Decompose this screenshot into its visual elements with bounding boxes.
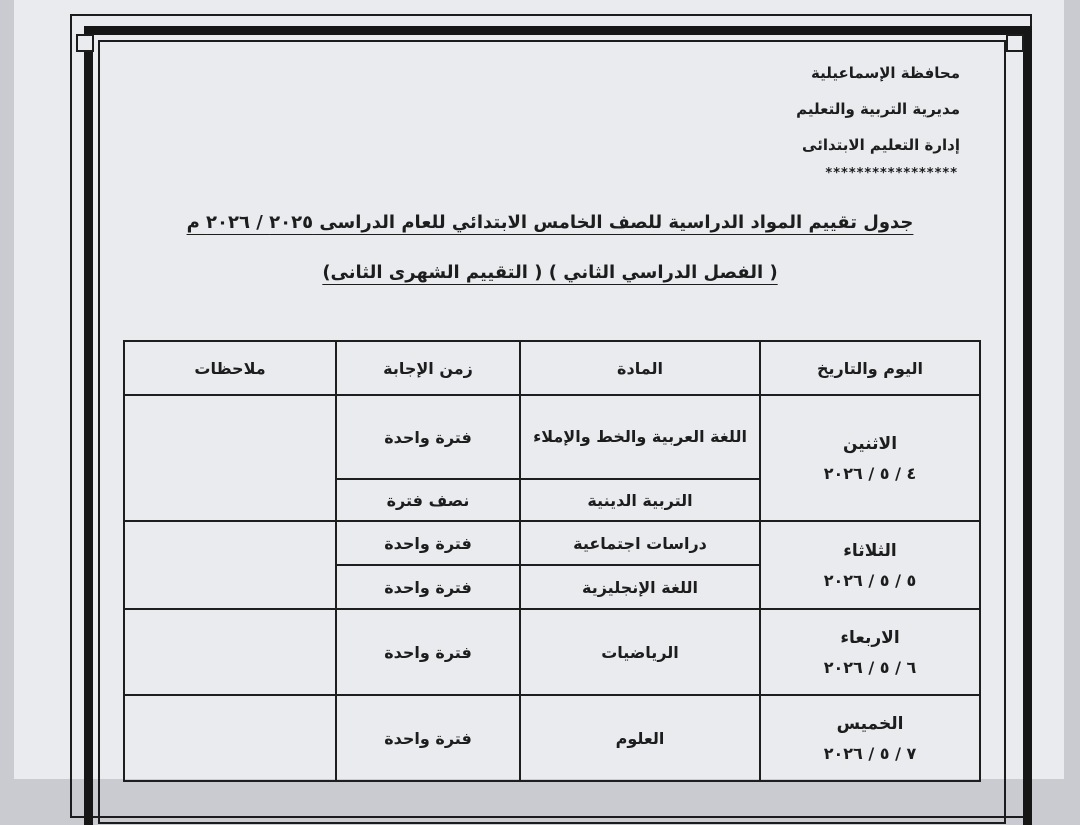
border-corner-ornament: [76, 34, 94, 52]
day-name: الخميس: [836, 713, 904, 734]
notes-cell: [124, 521, 336, 609]
day-cell: [760, 695, 980, 781]
day-name: الاثنين: [842, 433, 898, 454]
day-date: ٥ / ٥ / ٢٠٢٦: [823, 570, 917, 590]
answer-time-cell: فترة واحدة: [336, 695, 520, 781]
header-notes: ملاحظات: [124, 341, 336, 395]
subject-cell: العلوم: [520, 695, 760, 781]
day-date: ٦ / ٥ / ٢٠٢٦: [823, 657, 917, 677]
header-subject: المادة: [520, 341, 760, 395]
table-row: [124, 521, 980, 565]
day-cell: [760, 395, 980, 521]
administration-name: إدارة التعليم الابتدائى: [802, 136, 960, 154]
subject-cell: دراسات اجتماعية: [520, 521, 760, 565]
subject-cell: اللغة الإنجليزية: [520, 565, 760, 609]
document-subtitle: ( الفصل الدراسي الثاني ) ( التقييم الشهرى الثانى): [322, 262, 778, 283]
answer-time-cell: فترة واحدة: [336, 521, 520, 565]
day-name: الاربعاء: [840, 627, 900, 648]
header-answer-time: زمن الإجابة: [336, 341, 520, 395]
header-day-date: اليوم والتاريخ: [760, 341, 980, 395]
table-row: [124, 609, 980, 695]
answer-time-cell: فترة واحدة: [336, 565, 520, 609]
governorate-name: محافظة الإسماعيلية: [811, 64, 960, 82]
exam-schedule-table: [123, 340, 981, 782]
notes-cell: [124, 695, 336, 781]
subject-cell: التربية الدينية: [520, 479, 760, 521]
separator-stars: *****************: [825, 166, 958, 181]
notes-cell: [124, 609, 336, 695]
table-header-row: [124, 341, 980, 395]
day-cell: [760, 609, 980, 695]
notes-cell: [124, 395, 336, 521]
document-title: جدول تقييم المواد الدراسية للصف الخامس الابتدائي للعام الدراسى ٢٠٢٥ / ٢٠٢٦ م: [186, 212, 914, 233]
subject-cell: الرياضيات: [520, 609, 760, 695]
table-row: [124, 395, 980, 479]
border-corner-ornament: [1006, 34, 1024, 52]
table-row: [124, 695, 980, 781]
answer-time-cell: فترة واحدة: [336, 609, 520, 695]
day-date: ٤ / ٥ / ٢٠٢٦: [823, 463, 917, 483]
day-cell: [760, 521, 980, 609]
answer-time-cell: نصف فترة: [336, 479, 520, 521]
day-date: ٧ / ٥ / ٢٠٢٦: [823, 743, 917, 763]
answer-time-cell: فترة واحدة: [336, 395, 520, 479]
subject-cell: اللغة العربية والخط والإملاء: [520, 395, 760, 479]
directorate-name: مديرية التربية والتعليم: [796, 100, 960, 118]
day-name: الثلاثاء: [843, 540, 897, 561]
